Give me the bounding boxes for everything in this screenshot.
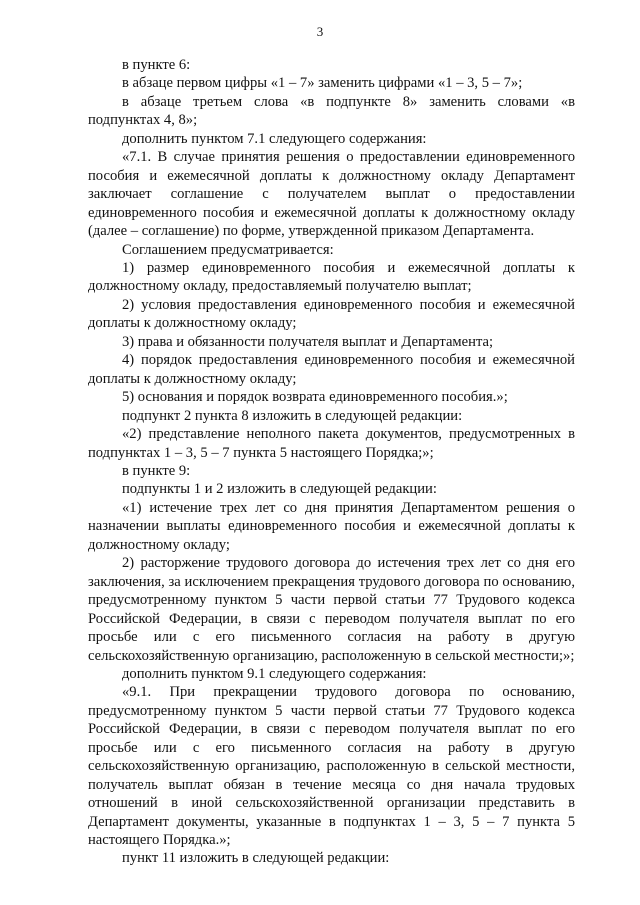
paragraph: подпункты 1 и 2 изложить в следующей редакции: bbox=[122, 481, 437, 498]
paragraph: 1) размер единовременного пособия и ежемесячной доплаты к должностному окладу, предоставляемый получателю выплат; bbox=[88, 259, 575, 295]
document-body bbox=[88, 56, 575, 868]
paragraph: 5) основания и порядок возврата единовременного пособия.»; bbox=[122, 389, 508, 406]
paragraph: «2) представление неполного пакета документов, предусмотренных в подпунктах 1 – 3, 5 – 7 пункта 5 настоящего Порядка;»; bbox=[88, 426, 575, 461]
paragraph: в абзаце третьем слова «в подпункте 8» заменить словами «в подпунктах 4, 8»; bbox=[88, 93, 575, 129]
paragraph: «9.1. При прекращении трудового договора по основанию, предусмотренному пунктом 5 части первой статьи 77 Трудового кодекса Российской Федерации, в связи с переводом получателя выплат по его просьбе или с его письменного согласия на работу в другую сельскохозяйственную организацию, расположенную в сельской местности, получатель выплат обязан в течение месяца со дня начала трудовых отношений в иной сельскохозяйственной организации представить в Департамент документы, указанные в подпунктах 1 – 3, 5 – 7 пункта 5 настоящего Порядка.»; bbox=[88, 684, 575, 849]
paragraph: 3) права и обязанности получателя выплат и Департамента; bbox=[122, 333, 494, 350]
paragraph: дополнить пунктом 9.1 следующего содержания: bbox=[122, 665, 427, 682]
paragraph: в абзаце первом цифры «1 – 7» заменить цифрами «1 – 3, 5 – 7»; bbox=[122, 75, 523, 92]
paragraph: подпункт 2 пункта 8 изложить в следующей редакции: bbox=[122, 407, 463, 424]
paragraph: 2) условия предоставления единовременного пособия и ежемесячной доплаты к должностному окладу; bbox=[88, 296, 575, 332]
paragraph: пункт 11 изложить в следующей редакции: bbox=[122, 850, 390, 867]
paragraph: «7.1. В случае принятия решения о предоставлении единовременного пособия и ежемесячной доплаты к должностному окладу Департамент заключает соглашение с получателем выплат о предоставлении единовременного пособия и ежемесячной доплаты к должностному окладу (далее – соглашение) по форме, утвержденной приказом Департамента. bbox=[88, 149, 575, 240]
paragraph: в пункте 6: bbox=[122, 57, 191, 73]
paragraph: Соглашением предусматривается: bbox=[122, 241, 334, 258]
paragraph: дополнить пунктом 7.1 следующего содержания: bbox=[122, 130, 427, 147]
paragraph: «1) истечение трех лет со дня принятия Департаментом решения о назначении выплаты единовременного пособия и ежемесячной доплаты к должностному окладу; bbox=[88, 499, 575, 553]
paragraph: 4) порядок предоставления единовременного пособия и ежемесячной доплаты к должностному окладу; bbox=[88, 352, 575, 387]
paragraph: в пункте 9: bbox=[122, 462, 191, 479]
page-number: 3 bbox=[316, 24, 324, 39]
paragraph: 2) расторжение трудового договора до истечения трех лет со дня его заключения, за исключением прекращения трудового договора по основанию, предусмотренному пунктом 5 части первой статьи 77 Трудового кодекса Российской Федерации, в связи с переводом получателя выплат по его просьбе или с его письменного согласия на работу в другую сельскохозяйственную организацию, расположенную в сельской местности;»; bbox=[88, 555, 575, 664]
